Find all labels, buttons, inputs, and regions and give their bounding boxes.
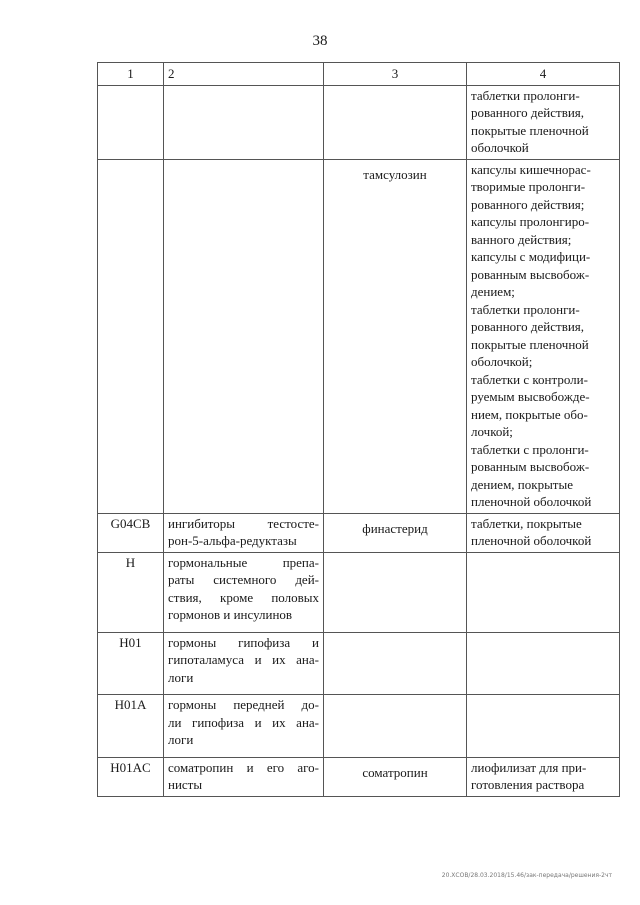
atc-code-cell: G04CB (98, 513, 164, 552)
dosage-form-line: таблетки, покрытые (471, 515, 582, 531)
atc-code-cell (98, 159, 164, 513)
dosage-form-line: дением; (471, 284, 515, 299)
dosage-form-line: капсулы с модифици- (471, 249, 591, 264)
dosage-form-line: рованного действия, (471, 319, 585, 334)
group-text-line: соматропин и его аго- (168, 759, 319, 775)
substance-cell (324, 695, 467, 758)
dosage-form-line: таблетки пролонги- (471, 87, 580, 103)
table-header-row (98, 63, 620, 86)
atc-code-cell: H (98, 552, 164, 632)
group-text-line: гормональные препа- (168, 554, 319, 570)
dosage-form-line: покрытые пленочной (471, 122, 589, 138)
atc-code-cell (98, 85, 164, 159)
group-text-line: логи (168, 669, 194, 685)
dosage-form-line: лочкой; (471, 424, 513, 439)
column-header-3: 3 (324, 63, 467, 86)
table-row (98, 757, 620, 796)
dosage-form-line: капсулы пролонгиро- (471, 214, 590, 229)
column-header-4: 4 (467, 63, 620, 86)
dosage-form-line: таблетки пролонги- (471, 301, 580, 317)
dosage-form-line: лиофилизат для при- (471, 759, 587, 775)
group-text-line: ствия, кроме половых (168, 589, 319, 605)
dosage-form-line: творимые пролонги- (471, 179, 586, 194)
dosage-forms-cell (467, 757, 620, 796)
dosage-form-line: нием, покрытые обо- (471, 406, 588, 422)
dosage-form-line: рованным высвобож- (471, 459, 590, 474)
group-text-line: ли гипофиза и их ана- (168, 714, 319, 730)
dosage-form-line: оболочкой; (471, 354, 533, 369)
dosage-form-line: рованного действия; (471, 196, 585, 212)
atc-code-cell: H01A (98, 695, 164, 758)
anatomical-therapeutic-group-cell (164, 632, 324, 695)
drug-table (97, 62, 620, 797)
anatomical-therapeutic-group-cell (164, 552, 324, 632)
table-row (98, 632, 620, 695)
dosage-form-line: таблетки с пролонги- (471, 441, 589, 457)
group-text-line: гормоны гипофиза и (168, 634, 319, 650)
dosage-form-line: готовления раствора (471, 777, 585, 792)
table-row (98, 695, 620, 758)
group-text-line: логи (168, 732, 194, 747)
dosage-form-line: оболочкой (471, 140, 529, 155)
atc-code-cell: H01 (98, 632, 164, 695)
group-text-line: гипоталамуса и их ана- (168, 652, 319, 667)
group-text-line: гормонов и инсулинов (168, 607, 293, 622)
dosage-form-line: капсулы кишечнорас- (471, 161, 591, 177)
substance-cell: соматропин (324, 757, 467, 796)
anatomical-therapeutic-group-cell (164, 513, 324, 552)
group-text-line: гормоны передней до- (168, 697, 319, 712)
dosage-form-line: руемым высвобожде- (471, 389, 590, 404)
dosage-forms-cell (467, 632, 620, 695)
table-row (98, 85, 620, 159)
dosage-forms-cell (467, 552, 620, 632)
page-number: 38 (312, 33, 328, 49)
dosage-form-line: таблетки с контроли- (471, 371, 588, 387)
group-text-line: нисты (168, 777, 203, 792)
table-row (98, 513, 620, 552)
column-header-1: 1 (98, 63, 164, 86)
anatomical-therapeutic-group-cell (164, 695, 324, 758)
dosage-form-line: ванного действия; (471, 231, 572, 247)
substance-cell (324, 85, 467, 159)
dosage-form-line: рованным высвобож- (471, 266, 590, 282)
substance-cell (324, 552, 467, 632)
dosage-forms-cell (467, 85, 620, 159)
dosage-form-line: пленочной оболочкой (471, 494, 592, 509)
atc-code-cell: H01AC (98, 757, 164, 796)
anatomical-therapeutic-group-cell (164, 85, 324, 159)
anatomical-therapeutic-group-cell (164, 159, 324, 513)
dosage-forms-cell (467, 513, 620, 552)
footer-code: 20.ХСОВ/28.03.2018/15.46/зак-передача/решения-2чт (441, 872, 612, 879)
group-text-line: ингибиторы тестосте- (168, 515, 319, 531)
substance-cell: финастерид (324, 513, 467, 552)
dosage-forms-cell (467, 159, 620, 513)
table-row (98, 552, 620, 632)
anatomical-therapeutic-group-cell (164, 757, 324, 796)
dosage-forms-cell (467, 695, 620, 758)
dosage-form-line: пленочной оболочкой (471, 533, 592, 548)
dosage-form-line: дением, покрытые (471, 476, 573, 492)
group-text-line: рон-5-альфа-редуктазы (168, 533, 297, 548)
table-row (98, 159, 620, 513)
group-text-line: раты системного дей- (168, 572, 319, 587)
substance-cell: тамсулозин (324, 159, 467, 513)
table-body (98, 85, 620, 796)
dosage-form-line: покрытые пленочной (471, 336, 589, 352)
dosage-form-line: рованного действия, (471, 105, 585, 120)
column-header-2: 2 (164, 63, 324, 86)
substance-cell (324, 632, 467, 695)
